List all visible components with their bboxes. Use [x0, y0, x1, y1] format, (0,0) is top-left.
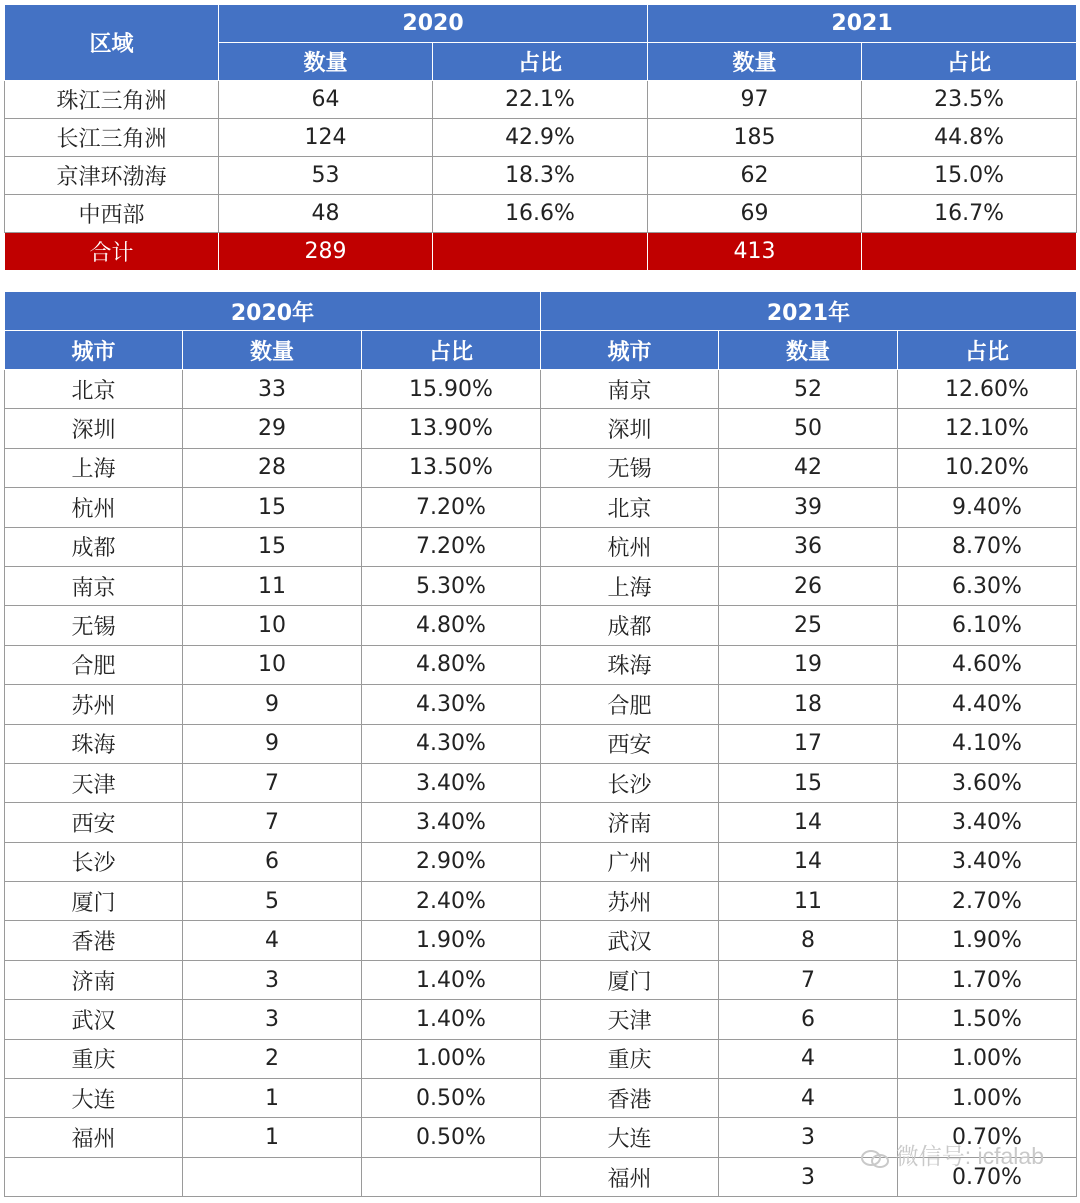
count-2020: 7 — [183, 763, 362, 802]
count-2020: 3 — [183, 1000, 362, 1039]
city-2020: 武汉 — [5, 1000, 183, 1039]
share-2021: 15.0% — [862, 157, 1077, 195]
count-2021: 6 — [719, 1000, 898, 1039]
header-city: 城市 — [541, 331, 719, 370]
city-2021: 厦门 — [541, 960, 719, 999]
count-2021: 97 — [648, 81, 862, 119]
city-2021: 合肥 — [541, 685, 719, 724]
share-2020: 13.50% — [362, 448, 541, 487]
city-2021: 重庆 — [541, 1039, 719, 1078]
total-count-2021: 413 — [648, 233, 862, 271]
table-row — [5, 195, 1077, 233]
total-row — [5, 233, 1077, 271]
count-2021: 36 — [719, 527, 898, 566]
count-2021: 52 — [719, 370, 898, 409]
table-row — [5, 724, 1077, 763]
share-2021: 12.10% — [898, 409, 1077, 448]
count-2021: 18 — [719, 685, 898, 724]
count-2020: 15 — [183, 488, 362, 527]
count-2021: 14 — [719, 842, 898, 881]
count-2020: 10 — [183, 645, 362, 684]
share-2021: 1.50% — [898, 1000, 1077, 1039]
share-2020: 15.90% — [362, 370, 541, 409]
share-2021: 1.00% — [898, 1039, 1077, 1078]
share-2021: 44.8% — [862, 119, 1077, 157]
city-2021: 杭州 — [541, 527, 719, 566]
table-row — [5, 157, 1077, 195]
table-row — [5, 763, 1077, 802]
count-2020: 28 — [183, 448, 362, 487]
count-2021: 4 — [719, 1039, 898, 1078]
share-2020: 2.40% — [362, 882, 541, 921]
city-2021: 成都 — [541, 606, 719, 645]
city-2021: 无锡 — [541, 448, 719, 487]
share-2021: 16.7% — [862, 195, 1077, 233]
share-2021: 23.5% — [862, 81, 1077, 119]
count-2020: 7 — [183, 803, 362, 842]
share-2020: 0.50% — [362, 1118, 541, 1157]
header-count: 数量 — [219, 43, 433, 81]
city-2021: 广州 — [541, 842, 719, 881]
share-2020: 4.30% — [362, 724, 541, 763]
share-2020: 42.9% — [433, 119, 648, 157]
table-row — [5, 921, 1077, 960]
table-row — [5, 645, 1077, 684]
table-row — [5, 488, 1077, 527]
share-2020: 1.40% — [362, 1000, 541, 1039]
city-2020: 南京 — [5, 566, 183, 605]
city-table — [4, 291, 1077, 1197]
count-2021: 26 — [719, 566, 898, 605]
city-2021: 西安 — [541, 724, 719, 763]
share-2020: 4.80% — [362, 645, 541, 684]
city-2020: 西安 — [5, 803, 183, 842]
count-2020: 2 — [183, 1039, 362, 1078]
share-2020: 13.90% — [362, 409, 541, 448]
city-2021: 长沙 — [541, 763, 719, 802]
count-2021: 19 — [719, 645, 898, 684]
share-2020: 16.6% — [433, 195, 648, 233]
share-2021: 10.20% — [898, 448, 1077, 487]
count-2021: 42 — [719, 448, 898, 487]
count-2020: 48 — [219, 195, 433, 233]
count-2020: 64 — [219, 81, 433, 119]
city-2020: 深圳 — [5, 409, 183, 448]
table-row — [5, 448, 1077, 487]
city-2020: 无锡 — [5, 606, 183, 645]
count-2020: 4 — [183, 921, 362, 960]
count-2021: 11 — [719, 882, 898, 921]
count-2020 — [183, 1157, 362, 1196]
city-2020: 济南 — [5, 960, 183, 999]
city-2020: 长沙 — [5, 842, 183, 881]
city-2020: 杭州 — [5, 488, 183, 527]
count-2020: 6 — [183, 842, 362, 881]
city-2021: 武汉 — [541, 921, 719, 960]
share-2020: 3.40% — [362, 803, 541, 842]
share-2021: 4.10% — [898, 724, 1077, 763]
count-2020: 33 — [183, 370, 362, 409]
city-2020: 北京 — [5, 370, 183, 409]
city-2021: 南京 — [541, 370, 719, 409]
header-count: 数量 — [719, 331, 898, 370]
share-2021: 6.30% — [898, 566, 1077, 605]
city-2021: 济南 — [541, 803, 719, 842]
header-share: 占比 — [362, 331, 541, 370]
city-2021: 珠海 — [541, 645, 719, 684]
city-2021: 深圳 — [541, 409, 719, 448]
wechat-icon — [860, 1148, 890, 1168]
count-2021: 17 — [719, 724, 898, 763]
header-share: 占比 — [433, 43, 648, 81]
header-share: 占比 — [862, 43, 1077, 81]
share-2021: 12.60% — [898, 370, 1077, 409]
city-2020: 苏州 — [5, 685, 183, 724]
count-2021: 185 — [648, 119, 862, 157]
city-2021: 苏州 — [541, 882, 719, 921]
count-2020: 1 — [183, 1079, 362, 1118]
count-2020: 3 — [183, 960, 362, 999]
share-2021: 6.10% — [898, 606, 1077, 645]
header-share: 占比 — [898, 331, 1077, 370]
count-2021: 8 — [719, 921, 898, 960]
city-2020: 香港 — [5, 921, 183, 960]
table-row — [5, 119, 1077, 157]
share-2021: 1.70% — [898, 960, 1077, 999]
header-city: 城市 — [5, 331, 183, 370]
city-2020: 大连 — [5, 1079, 183, 1118]
total-share-2020 — [433, 233, 648, 271]
share-2020: 5.30% — [362, 566, 541, 605]
share-2021: 4.40% — [898, 685, 1077, 724]
share-2021: 8.70% — [898, 527, 1077, 566]
count-2020: 5 — [183, 882, 362, 921]
table-row — [5, 882, 1077, 921]
count-2021: 69 — [648, 195, 862, 233]
header-region: 区域 — [5, 5, 219, 81]
city-2020 — [5, 1157, 183, 1196]
count-2020: 15 — [183, 527, 362, 566]
region-table — [4, 4, 1077, 271]
region-name: 京津环渤海 — [5, 157, 219, 195]
header-year-2020: 2020 — [219, 5, 648, 43]
region-name: 中西部 — [5, 195, 219, 233]
header-count: 数量 — [648, 43, 862, 81]
header-year-2021: 2021 — [648, 5, 1077, 43]
count-2021: 4 — [719, 1079, 898, 1118]
share-2020: 22.1% — [433, 81, 648, 119]
count-2021: 15 — [719, 763, 898, 802]
share-2020: 4.80% — [362, 606, 541, 645]
share-2020: 18.3% — [433, 157, 648, 195]
share-2021: 0.70% — [898, 1157, 1077, 1196]
share-2021: 0.70% — [898, 1118, 1077, 1157]
share-2021: 3.60% — [898, 763, 1077, 802]
share-2020: 1.00% — [362, 1039, 541, 1078]
count-2021: 14 — [719, 803, 898, 842]
total-count-2020: 289 — [219, 233, 433, 271]
count-2020: 53 — [219, 157, 433, 195]
share-2020: 7.20% — [362, 527, 541, 566]
share-2020: 0.50% — [362, 1079, 541, 1118]
share-2020: 7.20% — [362, 488, 541, 527]
count-2020: 29 — [183, 409, 362, 448]
share-2021: 3.40% — [898, 803, 1077, 842]
header-year-2020: 2020年 — [5, 292, 541, 331]
table-row — [5, 370, 1077, 409]
city-2020: 上海 — [5, 448, 183, 487]
count-2021: 25 — [719, 606, 898, 645]
city-2020: 珠海 — [5, 724, 183, 763]
total-share-2021 — [862, 233, 1077, 271]
city-2020: 合肥 — [5, 645, 183, 684]
city-2020: 福州 — [5, 1118, 183, 1157]
header-year-2021: 2021年 — [541, 292, 1077, 331]
table-row — [5, 606, 1077, 645]
watermark-text: 微信号: icfalab — [895, 1143, 1044, 1169]
count-2020: 9 — [183, 685, 362, 724]
count-2020: 10 — [183, 606, 362, 645]
count-2020: 9 — [183, 724, 362, 763]
table-row — [5, 803, 1077, 842]
share-2020: 3.40% — [362, 763, 541, 802]
share-2021: 1.90% — [898, 921, 1077, 960]
table-row — [5, 81, 1077, 119]
share-2020 — [362, 1157, 541, 1196]
share-2020: 2.90% — [362, 842, 541, 881]
count-2021: 3 — [719, 1118, 898, 1157]
share-2021: 4.60% — [898, 645, 1077, 684]
table-row — [5, 960, 1077, 999]
table-row — [5, 566, 1077, 605]
share-2021: 2.70% — [898, 882, 1077, 921]
share-2020: 4.30% — [362, 685, 541, 724]
count-2020: 124 — [219, 119, 433, 157]
share-2020: 1.40% — [362, 960, 541, 999]
count-2021: 50 — [719, 409, 898, 448]
city-2021: 大连 — [541, 1118, 719, 1157]
city-2021: 福州 — [541, 1157, 719, 1196]
table-row — [5, 527, 1077, 566]
share-2021: 3.40% — [898, 842, 1077, 881]
region-name: 长江三角洲 — [5, 119, 219, 157]
city-2021: 北京 — [541, 488, 719, 527]
table-row — [5, 409, 1077, 448]
city-2021: 天津 — [541, 1000, 719, 1039]
city-2020: 重庆 — [5, 1039, 183, 1078]
city-2021: 上海 — [541, 566, 719, 605]
header-count: 数量 — [183, 331, 362, 370]
share-2021: 1.00% — [898, 1079, 1077, 1118]
city-2020: 天津 — [5, 763, 183, 802]
watermark — [860, 1138, 1044, 1171]
count-2020: 1 — [183, 1118, 362, 1157]
count-2021: 62 — [648, 157, 862, 195]
count-2021: 3 — [719, 1157, 898, 1196]
total-label: 合计 — [5, 233, 219, 271]
city-2020: 厦门 — [5, 882, 183, 921]
count-2021: 7 — [719, 960, 898, 999]
count-2021: 39 — [719, 488, 898, 527]
table-row — [5, 1039, 1077, 1078]
table-row — [5, 1079, 1077, 1118]
table-row — [5, 842, 1077, 881]
share-2021: 9.40% — [898, 488, 1077, 527]
table-row — [5, 1000, 1077, 1039]
city-2021: 香港 — [541, 1079, 719, 1118]
region-name: 珠江三角洲 — [5, 81, 219, 119]
share-2020: 1.90% — [362, 921, 541, 960]
city-2020: 成都 — [5, 527, 183, 566]
count-2020: 11 — [183, 566, 362, 605]
table-row — [5, 685, 1077, 724]
